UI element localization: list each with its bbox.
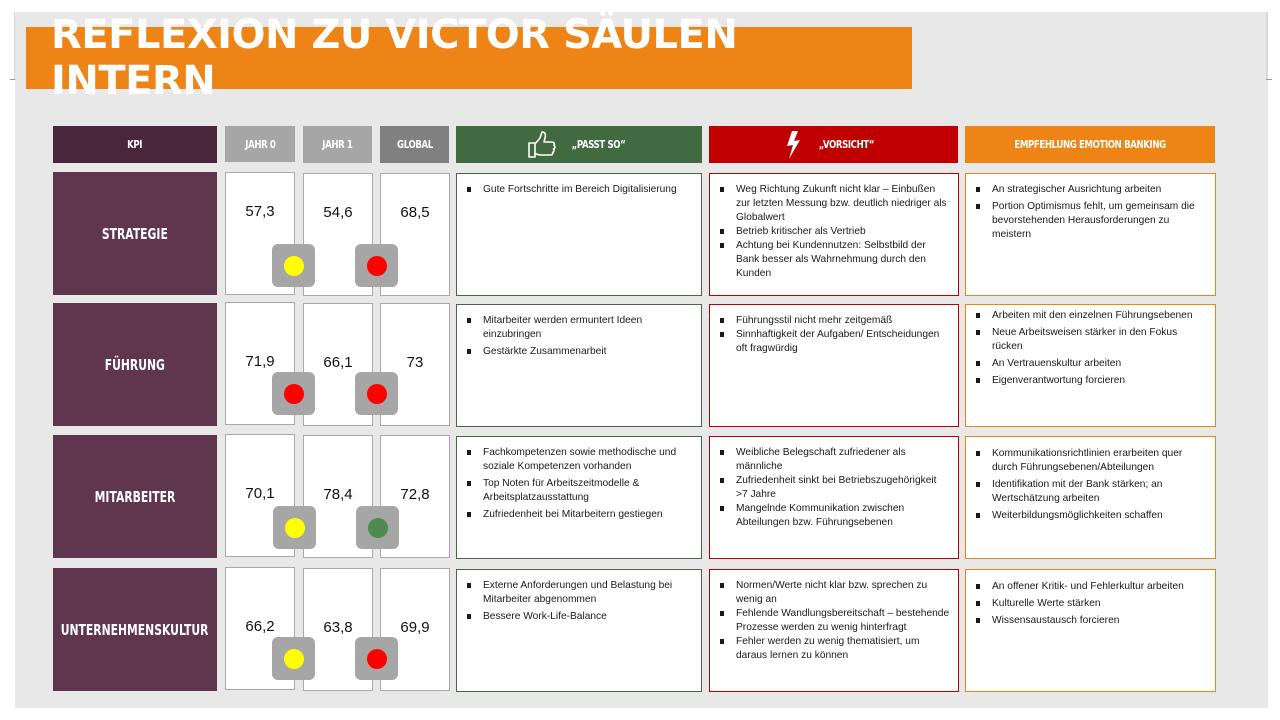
- bullet-item: Zufriedenheit sinkt bei Betriebszugehörigkeit >7 Jahre: [718, 474, 950, 502]
- slide-edge-right: [1266, 12, 1268, 80]
- status-dot-red: [367, 649, 387, 669]
- traffic-light-jahr0: [272, 637, 315, 680]
- header-empfehlung: EMPFEHLUNG EMOTION BANKING: [965, 126, 1215, 163]
- bullet-item: Fehler werden zu wenig thematisiert, um daraus lernen zu können: [718, 635, 950, 663]
- traffic-light-jahr0: [272, 372, 315, 415]
- traffic-light-jahr1: [355, 372, 398, 415]
- value-global: 73: [380, 303, 450, 426]
- header-kpi: KPI: [53, 126, 217, 163]
- value-jahr0: 57,3: [225, 172, 295, 295]
- bullet-item: Fachkompetenzen sowie methodische und soziale Kompetenzen vorhanden: [465, 446, 693, 474]
- slide-edge-tick: [1266, 79, 1272, 80]
- slide-edge-left: [14, 12, 15, 80]
- value-global: 68,5: [380, 173, 450, 296]
- bullet-item: Weibliche Belegschaft zufriedener als männliche: [718, 446, 950, 474]
- vorsicht-box: [709, 436, 959, 559]
- bullet-item: Portion Optimismus fehlt, um gemeinsam die bevorstehenden Herausforderungen zu meistern: [974, 200, 1207, 242]
- kpi-row-label: UNTERNEHMENSKULTUR: [53, 568, 217, 691]
- vorsicht-box: [709, 569, 959, 692]
- value-jahr0: 71,9: [225, 302, 295, 425]
- title-bar: [26, 12, 912, 104]
- bullet-item: Gestärkte Zusammenarbeit: [465, 345, 693, 359]
- page-title: REFLEXION ZU VICTOR SÄULEN INTERN: [51, 12, 738, 104]
- bullet-item: An strategischer Ausrichtung arbeiten: [974, 183, 1207, 197]
- passt-so-box: [456, 304, 702, 427]
- traffic-light-jahr1: [356, 506, 399, 549]
- lightning-icon: [785, 130, 803, 160]
- thumbs-up-icon: [526, 131, 556, 159]
- value-jahr1: 78,4: [303, 435, 373, 558]
- header-global: GLOBAL: [380, 126, 449, 163]
- status-dot-yellow: [284, 256, 304, 276]
- header-jahr0: JAHR 0: [225, 126, 295, 162]
- bullet-item: Externe Anforderungen und Belastung bei Mitarbeiter abgenommen: [465, 579, 693, 607]
- passt-so-box: [456, 173, 702, 296]
- header-vorsicht: „VORSICHT“: [709, 126, 958, 163]
- bullet-item: Weg Richtung Zukunft nicht klar – Einbußen zur letzten Messung bzw. deutlich niedriger als Globalwert: [718, 183, 950, 225]
- bullet-item: Weiterbildungsmöglichkeiten schaffen: [974, 509, 1207, 523]
- bullet-item: Identifikation mit der Bank stärken; an Wertschätzung arbeiten: [974, 478, 1207, 506]
- bullet-item: Eigenverantwortung forcieren: [974, 374, 1207, 388]
- bullet-item: Bessere Work-Life-Balance: [465, 610, 693, 624]
- bullet-item: An Vertrauenskultur arbeiten: [974, 357, 1207, 371]
- status-dot-red: [367, 256, 387, 276]
- empfehlung-box: [965, 569, 1216, 692]
- bullet-item: Führungsstil nicht mehr zeitgemäß: [718, 314, 950, 328]
- bullet-item: Zufriedenheit bei Mitarbeitern gestiegen: [465, 508, 693, 522]
- bullet-item: Kommunikationsrichtlinien erarbeiten quer durch Führungsebenen/Abteilungen: [974, 447, 1207, 475]
- value-jahr1: 63,8: [303, 568, 373, 691]
- value-jahr1: 66,1: [303, 303, 373, 426]
- traffic-light-jahr1: [355, 637, 398, 680]
- status-dot-yellow: [284, 649, 304, 669]
- bullet-item: Top Noten für Arbeitszeitmodelle & Arbeitsplatzausstattung: [465, 477, 693, 505]
- status-dot-green: [368, 518, 388, 538]
- bullet-item: An offener Kritik- und Fehlerkultur arbeiten: [974, 580, 1207, 594]
- kpi-row-label: FÜHRUNG: [53, 303, 217, 426]
- header-passt-so: „PASST SO“: [456, 126, 702, 163]
- bullet-item: Normen/Werte nicht klar bzw. sprechen zu wenig an: [718, 579, 950, 607]
- traffic-light-jahr0: [272, 244, 315, 287]
- kpi-row-label: MITARBEITER: [53, 435, 217, 558]
- value-jahr1: 54,6: [303, 173, 373, 296]
- bullet-item: Betrieb kritischer als Vertrieb: [718, 225, 950, 239]
- vorsicht-box: [709, 304, 959, 427]
- passt-so-box: [456, 436, 702, 559]
- bullet-item: Fehlende Wandlungsbereitschaft – bestehende Prozesse werden zu wenig hinterfragt: [718, 607, 950, 635]
- value-jahr0: 66,2: [225, 567, 295, 690]
- header-jahr1: JAHR 1: [303, 126, 372, 163]
- empfehlung-box: [965, 436, 1216, 559]
- value-jahr0: 70,1: [225, 434, 295, 557]
- empfehlung-box: [965, 173, 1216, 296]
- bullet-item: Sinnhaftigkeit der Aufgaben/ Entscheidungen oft fragwürdig: [718, 328, 950, 356]
- bullet-item: Gute Fortschritte im Bereich Digitalisierung: [465, 183, 693, 197]
- bullet-item: Neue Arbeitsweisen stärker in den Fokus rücken: [974, 326, 1207, 354]
- bullet-item: Kulturelle Werte stärken: [974, 597, 1207, 611]
- vorsicht-box: [709, 173, 959, 296]
- passt-so-box: [456, 569, 702, 692]
- bullet-item: Mangelnde Kommunikation zwischen Abteilungen bzw. Führungsebenen: [718, 502, 950, 530]
- value-global: 72,8: [380, 435, 450, 558]
- traffic-light-jahr0: [273, 506, 316, 549]
- status-dot-yellow: [285, 518, 305, 538]
- empfehlung-box: [965, 304, 1216, 427]
- kpi-row-label: STRATEGIE: [53, 172, 217, 295]
- slide-edge-left-tick: [10, 79, 15, 80]
- status-dot-red: [284, 384, 304, 404]
- bullet-item: Achtung bei Kundennutzen: Selbstbild der Bank besser als Wahrnehmung durch den Kunden: [718, 239, 950, 281]
- value-global: 69,9: [380, 568, 450, 691]
- traffic-light-jahr1: [355, 244, 398, 287]
- bullet-item: Wissensaustausch forcieren: [974, 614, 1207, 628]
- status-dot-red: [367, 384, 387, 404]
- bullet-item: Mitarbeiter werden ermuntert Ideen einzubringen: [465, 314, 693, 342]
- bullet-item: Arbeiten mit den einzelnen Führungsebenen: [974, 309, 1207, 323]
